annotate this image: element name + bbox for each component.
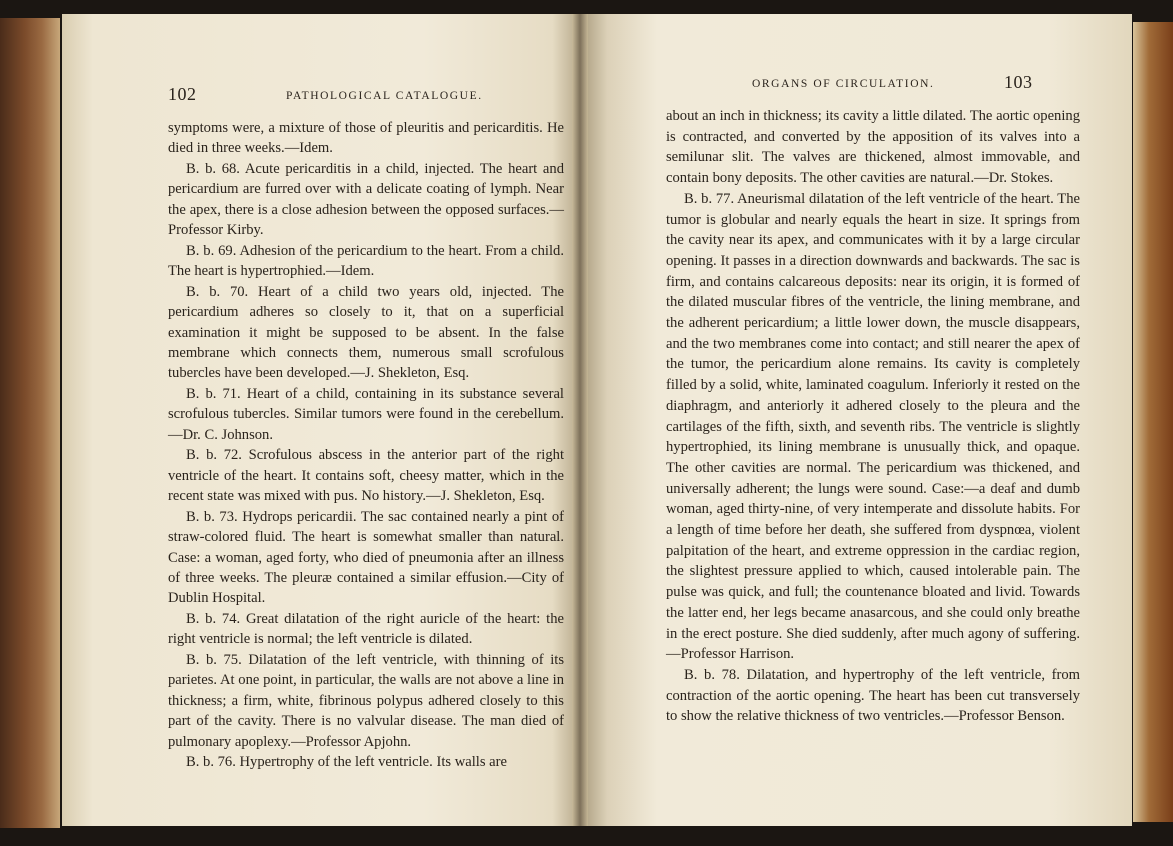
book-gutter [572,14,588,826]
paragraph: symptoms were, a mixture of those of pleuritis and pericarditis. He died in three weeks.—Idem. [168,120,564,157]
paragraph: about an inch in thickness; its cavity a little dilated. The aortic opening is contracted, and converted by the apposition of its valves into a semilunar slit. The valves are thickened, almost immovable, and contain bony deposits. The other cavities are natural.—Dr. Stokes. [666,108,1080,187]
body-text [666,106,1080,727]
right-page [580,14,1132,826]
paragraph: B. b. 78. Dilatation, and hypertrophy of the left ventricle, from contraction of the aortic opening. The heart has been cut transversely to show the relative thickness of two ventricles.—Professor Benson. [666,666,1080,725]
book-cover-left-edge [0,18,60,828]
paragraph: B. b. 73. Hydrops pericardii. The sac contained nearly a pint of straw-colored fluid. The heart is somewhat smaller than natural. Case: a woman, aged forty, who died of pneumonia after an illness of three weeks. The pleuræ contained a similar effusion.—City of Dublin Hospital. [168,508,564,607]
paragraph: B. b. 76. Hypertrophy of the left ventricle. Its walls are [186,754,507,771]
paragraph: B. b. 75. Dilatation of the left ventricle, with thinning of its parietes. At one point, in particular, the walls are not above a line in thickness; a firm, white, fibrinous polypus adhered closely to this part of the cavity. There is no valvular disease. The man died of pulmonary apoplexy.—Professor Apjohn. [168,651,564,750]
running-head: PATHOLOGICAL CATALOGUE. [286,90,483,102]
page-number: 102 [168,84,197,104]
book-cover-right-edge [1133,22,1173,822]
paragraph: B. b. 74. Great dilatation of the right auricle of the heart: the right ventricle is normal; the left ventricle is dilated. [168,610,564,648]
running-head: ORGANS OF CIRCULATION. [752,78,935,90]
left-page [62,14,578,826]
paragraph: B. b. 77. Aneurismal dilatation of the left ventricle of the heart. The tumor is globular and nearly equals the heart in size. It springs from the cavity near its apex, and communicates with it by a large circular opening. It passes in a direction downwards and backwards. The sac is firm, and contains calcareous deposits: near its origin, it is formed of the dilated muscular fibres of the ventricle, the lining membrane, and the adherent pericardium; a little lower down, the muscle disappears, and the two membranes come into contact; and still nearer the apex of the tumor, the pericardium alone remains. Its cavity is completely filled by a solid, white, laminated coagulum. Inferiorly it rested on the diaphragm, and anteriorly it adhered closely to the pleura and the cartilages of the fifth, sixth, and seventh ribs. The ventricle is slightly hypertrophied, its lining membrane is unusually thick, and opaque. The other cavities are normal. The pericardium was thickened, and universally adherent; the lungs were sound. Case:—a deaf and dumb woman, aged thirty-nine, of very intemperate and dissolute habits. For a length of time before her death, she suffered from dyspnœa, violent palpitation of the heart, and extreme oppression in the cardiac region, the slightest pressure applied to which, caused intolerable pain. The pulse was quick, and full; the countenance bloated and livid. Towards the latter end, her legs became anasarcous, and she could only breathe in the erect posture. She died suddenly, after much agony of suffering.—Professor Harrison. [666,190,1080,663]
body-text [168,118,564,773]
page-number: 103 [1004,72,1033,92]
paragraph: B. b. 69. Adhesion of the pericardium to the heart. From a child. The heart is hypertrophied.—Idem. [168,242,564,280]
paragraph: B. b. 70. Heart of a child two years old, injected. The pericardium adheres so closely to it, that on a superficial examination it might be supposed to be absent. In the false membrane which connects them, numerous small scrofulous tubercles have been developed.—J. Shekleton, Esq. [168,283,564,382]
paragraph: B. b. 71. Heart of a child, containing in its substance several scrofulous tubercles. Similar tumors were found in the cerebellum.—Dr. C. Johnson. [168,385,564,443]
paragraph: B. b. 68. Acute pericarditis in a child, injected. The heart and pericardium are furred over with a delicate coating of lymph. Near the apex, there is a close adhesion between the opposed surfaces.—Professor Kirby. [168,160,564,239]
paragraph: B. b. 72. Scrofulous abscess in the anterior part of the right ventricle of the heart. It contains soft, cheesy matter, which in the recent state was mixed with pus. No history.—J. Shekleton, Esq. [168,447,564,505]
